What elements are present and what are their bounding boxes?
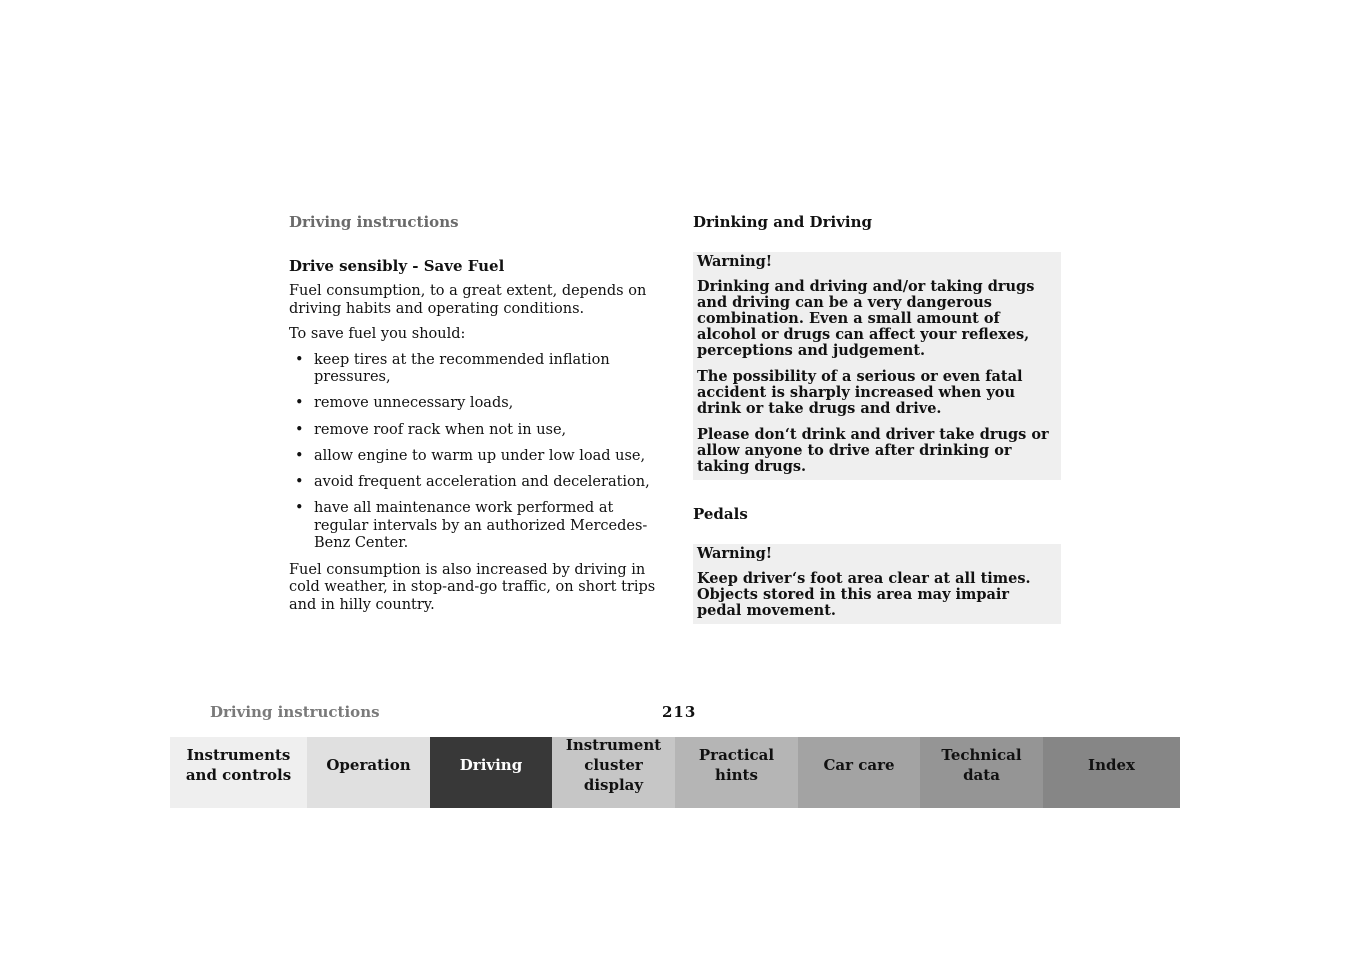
- warning-title: Warning!: [697, 253, 773, 270]
- list-item: • remove unnecessary loads,: [295, 395, 514, 412]
- bullet-icon: •: [295, 395, 304, 412]
- warning-text: The possibility of a serious or even fatal accident is sharply increased when you drink or take drugs and drive.: [697, 368, 1023, 417]
- fuel-lead: To save fuel you should:: [289, 326, 466, 342]
- drinking-heading: Drinking and Driving: [693, 213, 872, 231]
- pedals-heading: Pedals: [693, 505, 748, 523]
- bullet-icon: •: [295, 351, 304, 368]
- right-column: [693, 212, 1061, 624]
- footer-section-title: Driving instructions: [210, 703, 380, 721]
- fuel-closing: Fuel consumption is also increased by driving in cold weather, in stop-and-go traffic, on short trips and in hilly country.: [289, 561, 656, 613]
- tab-technical-data[interactable]: Technical data: [920, 737, 1043, 808]
- list-item: • avoid frequent acceleration and deceleration,: [295, 474, 650, 491]
- warning-text: Keep driver‘s foot area clear at all times. Objects stored in this area may impair pedal movement.: [697, 570, 1031, 619]
- warning-text: Drinking and driving and/or taking drugs and driving can be a very dangerous combination. Even a small amount of alcohol or drugs can affect your reflexes, perceptions and judgement.: [697, 278, 1035, 359]
- list-item: • have all maintenance work performed at regular intervals by an authorized Mercedes-Benz Center.: [295, 500, 648, 552]
- section-header: Driving instructions: [289, 213, 459, 231]
- warning-title: Warning!: [697, 545, 773, 562]
- fuel-intro: Fuel consumption, to a great extent, depends on driving habits and operating conditions.: [289, 283, 647, 317]
- bullet-icon: •: [295, 447, 304, 464]
- drinking-warning-box: [693, 252, 1061, 480]
- tab-car-care[interactable]: Car care: [798, 737, 920, 808]
- bullet-icon: •: [295, 474, 304, 491]
- tab-index[interactable]: Index: [1043, 737, 1180, 808]
- list-item: • keep tires at the recommended inflation pressures,: [295, 351, 610, 385]
- tab-practical-hints[interactable]: Practical hints: [675, 737, 798, 808]
- chapter-tab-bar: [170, 737, 1180, 808]
- fuel-tips-list: [289, 352, 664, 553]
- pedals-warning-box: [693, 544, 1061, 624]
- warning-text: Please don‘t drink and driver take drugs or allow anyone to drive after drinking or taking drugs.: [697, 426, 1049, 475]
- list-item: • remove roof rack when not in use,: [295, 421, 567, 438]
- bullet-icon: •: [295, 500, 304, 517]
- page-number: 213: [662, 703, 697, 721]
- list-item: • allow engine to warm up under low load use,: [295, 447, 646, 464]
- fuel-heading: Drive sensibly - Save Fuel: [289, 257, 505, 275]
- tab-driving[interactable]: Driving: [430, 737, 552, 808]
- left-column: [289, 212, 664, 614]
- tab-instruments-and-controls[interactable]: Instruments and controls: [170, 737, 307, 808]
- tab-instrument-cluster-display[interactable]: Instrument cluster display: [552, 737, 675, 808]
- tab-operation[interactable]: Operation: [307, 737, 430, 808]
- bullet-icon: •: [295, 421, 304, 438]
